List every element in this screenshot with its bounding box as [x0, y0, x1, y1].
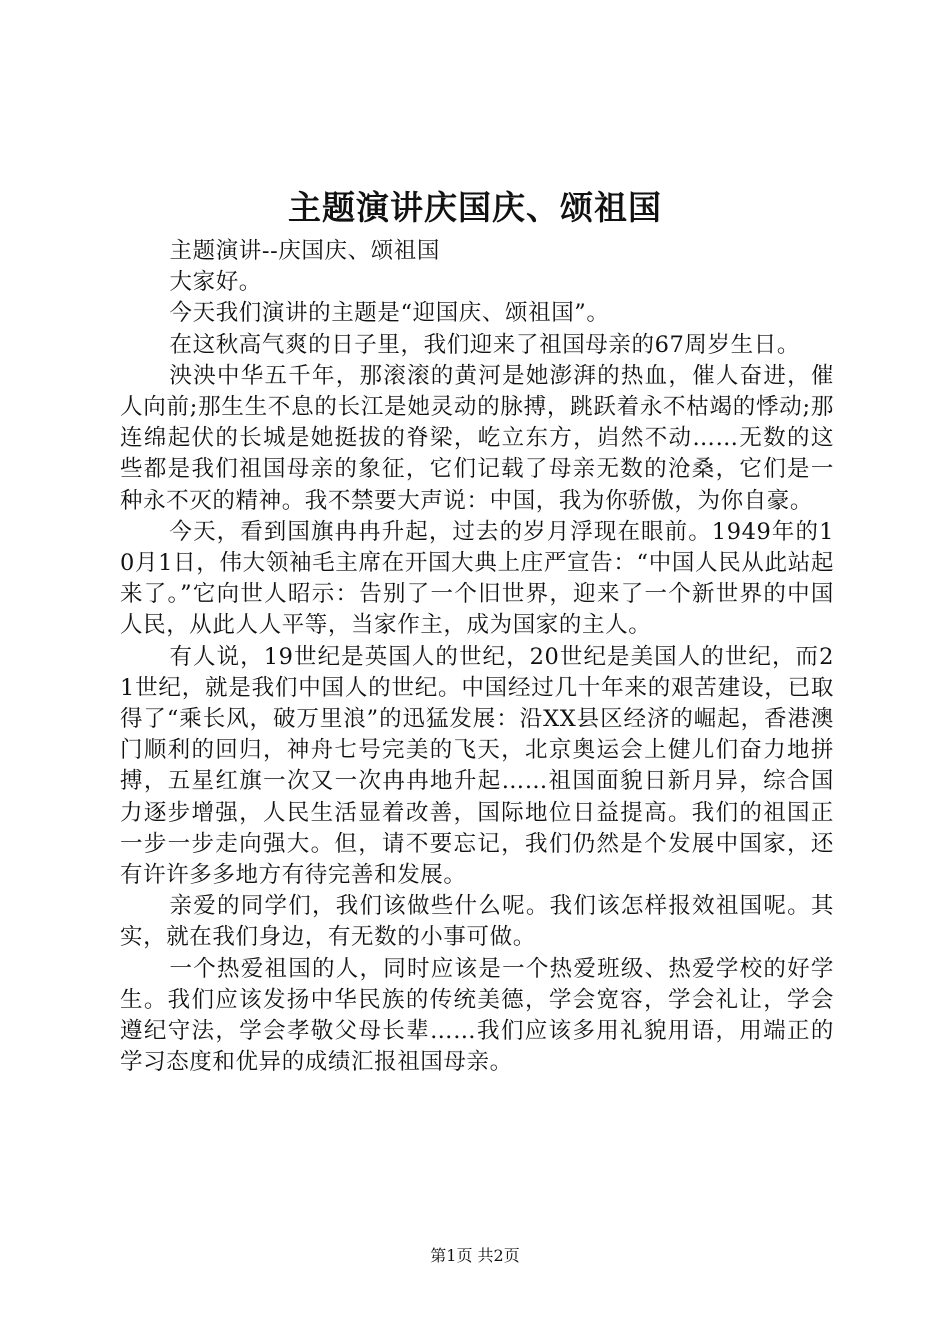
document-body [120, 236, 834, 1078]
body-paragraph: 在这秋高气爽的日子里，我们迎来了祖国母亲的67周岁生日。 [169, 331, 800, 358]
body-paragraph: 泱泱中华五千年，那滚滚的黄河是她澎湃的热血，催人奋进，催人向前;那生生不息的长江是她灵动的脉搏，跳跃着永不枯竭的悸动;那连绵起伏的长城是她挺拔的脊梁，屹立东方，岿然不动……无数的这些都是我们祖国母亲的象征，它们记载了母亲无数的沧桑，它们是一种永不灭的精神。我不禁要大声说：中国，我为你骄傲，为你自豪。 [120, 362, 834, 514]
body-paragraph: 今天我们演讲的主题是“迎国庆、颂祖国”。 [169, 300, 610, 327]
body-paragraph: 今天，看到国旗冉冉升起，过去的岁月浮现在眼前。1949年的10月1日，伟大领袖毛主席在开国大典上庄严宣告：“中国人民从此站起来了。”它向世人昭示：告别了一个旧世界，迎来了一个新世界的中国人民，从此人人平等，当家作主，成为国家的主人。 [120, 518, 834, 639]
body-paragraph: 有人说，19世纪是英国人的世纪，20世纪是美国人的世纪，而21世纪，就是我们中国人的世纪。中国经过几十年来的艰苦建设，已取得了“乘长风，破万里浪”的迅猛发展：沿XX县区经济的崛起，香港澳门顺利的回归，神舟七号完美的飞天，北京奥运会上健儿们奋力地拼搏，五星红旗一次又一次冉冉地升起……祖国面貌日新月异，综合国力逐步增强，人民生活显着改善，国际地位日益提高。我们的祖国正一步一步走向强大。但，请不要忘记，我们仍然是个发展中国家，还有许许多多地方有待完善和发展。 [120, 643, 834, 889]
body-paragraph: 大家好。 [169, 269, 262, 296]
page-footer: 第1页 共2页 [430, 1246, 520, 1265]
body-paragraph: 主题演讲--庆国庆、颂祖国 [169, 238, 441, 264]
document-title: 主题演讲庆国庆、颂祖国 [288, 188, 662, 227]
body-paragraph: 一个热爱祖国的人，同时应该是一个热爱班级、热爱学校的好学生。我们应该发扬中华民族的传统美德，学会宽容，学会礼让，学会遵纪守法，学会孝敬父母长辈……我们应该多用礼貌用语，用端正的学习态度和优异的成绩汇报祖国母亲。 [120, 955, 834, 1076]
body-paragraph: 亲爱的同学们，我们该做些什么呢。我们该怎样报效祖国呢。其实，就在我们身边，有无数的小事可做。 [120, 893, 834, 951]
